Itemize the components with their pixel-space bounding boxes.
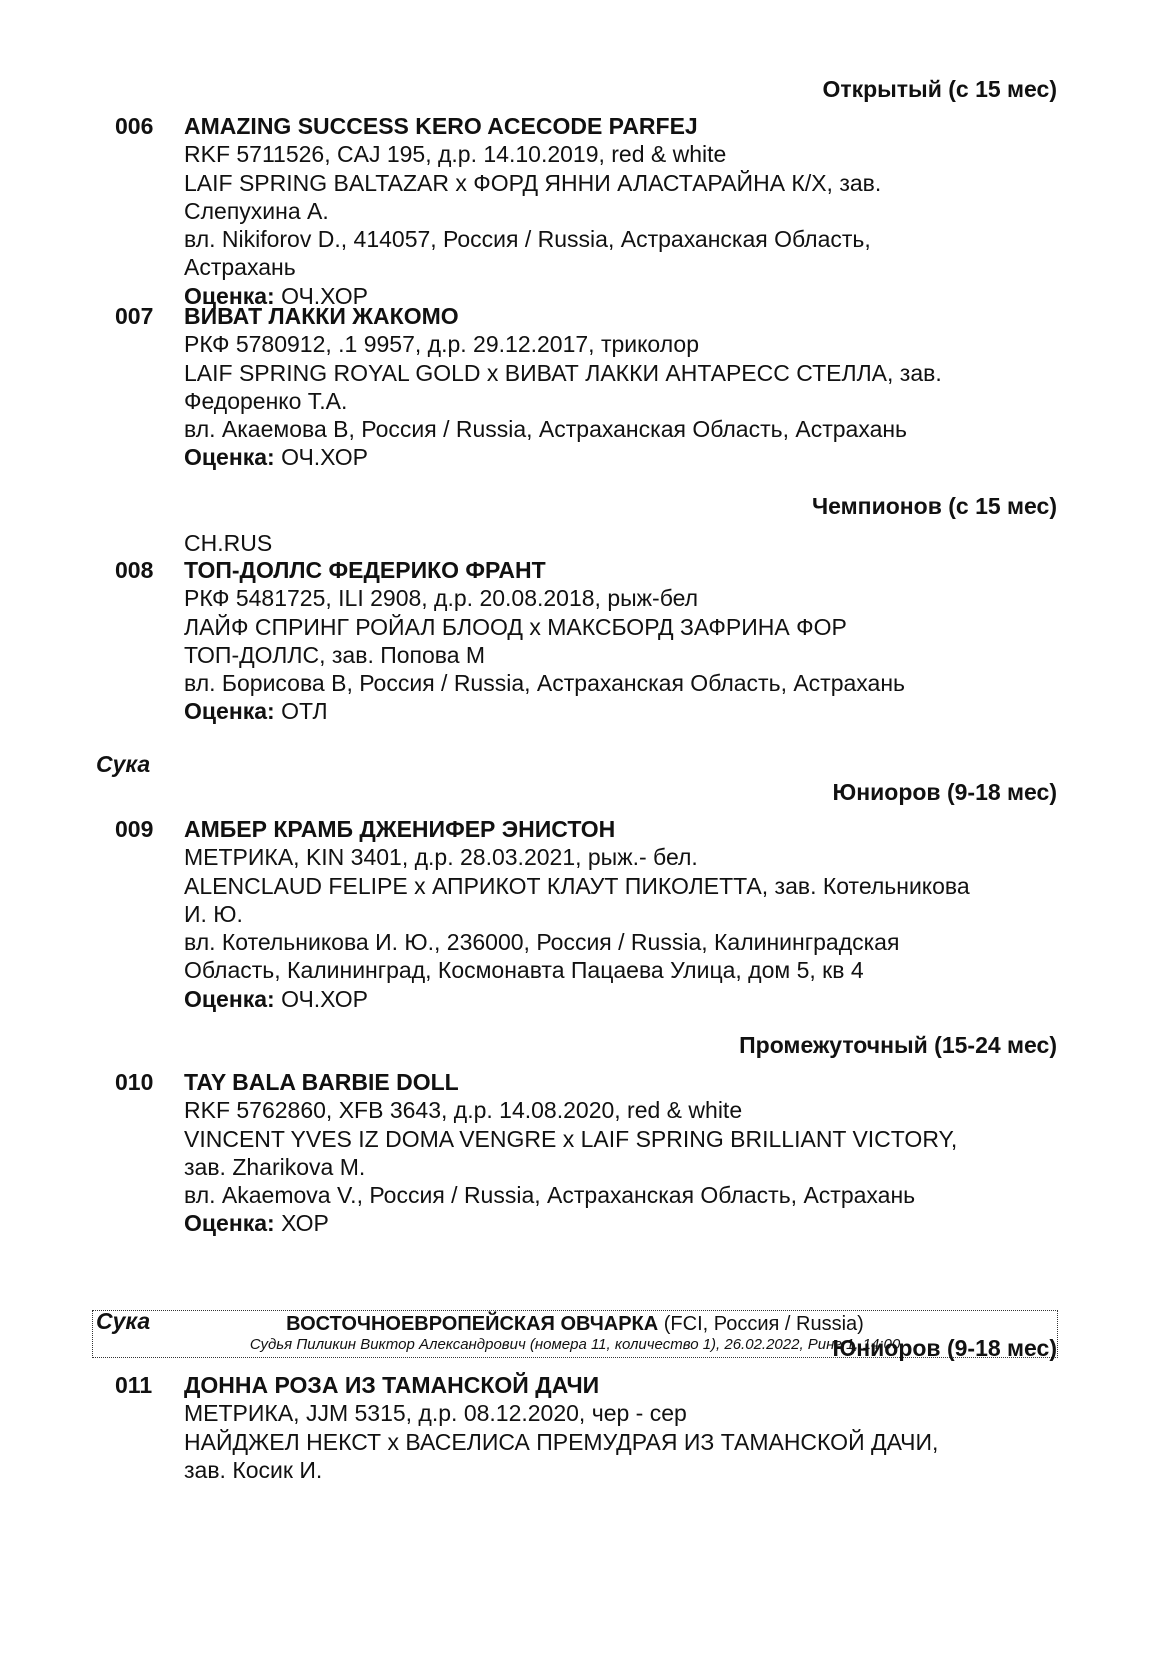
- owner-line: вл. Акаемова В, Россия / Russia, Астраханская Область, Астрахань: [184, 416, 908, 443]
- class-heading-juniors: Юниоров (9-18 мес): [832, 779, 1057, 805]
- breeder-line: И. Ю.: [184, 900, 243, 927]
- registration-line: МЕТРИКА, KIN 3401, д.р. 28.03.2021, рыж.- бел.: [184, 844, 698, 871]
- entry-number: 009: [115, 816, 154, 842]
- grade-label: Оценка:: [184, 444, 275, 471]
- entry-details: [184, 1371, 1044, 1484]
- registration-line: РКФ 5481725, ILI 2908, д.р. 20.08.2018, рыж-бел: [184, 585, 699, 612]
- grade-line: [184, 985, 1044, 1013]
- entry-details: [184, 556, 1044, 726]
- grade-line: [184, 1209, 1044, 1237]
- pedigree-line: LAIF SPRING BALTAZAR x ФОРД ЯННИ АЛАСТАРАЙНА К/Х, зав.: [184, 169, 882, 196]
- class-heading-intermediate: Промежуточный (15-24 мес): [739, 1032, 1057, 1058]
- grade-value: ОТЛ: [281, 698, 328, 725]
- grade-value: ХОР: [281, 1210, 329, 1237]
- dog-name: TAY BALA BARBIE DOLL: [184, 1069, 459, 1095]
- dog-name: AMAZING SUCCESS KERO ACECODE PARFEJ: [184, 113, 698, 139]
- pedigree-line: LAIF SPRING ROYAL GOLD x ВИВАТ ЛАККИ АНТАРЕСС СТЕЛЛА, зав.: [184, 359, 942, 386]
- owner-line: вл. Котельникова И. Ю., 236000, Россия / Russia, Калининградская: [184, 929, 900, 956]
- class-heading-champions: Чемпионов (с 15 мес): [812, 493, 1057, 519]
- pedigree-line: ЛАЙФ СПРИНГ РОЙАЛ БЛООД x МАКСБОРД ЗАФРИНА ФОР: [184, 613, 847, 640]
- class-heading-open: Открытый (с 15 мес): [822, 76, 1057, 102]
- entry-number: 011: [115, 1372, 153, 1398]
- grade-value: ОЧ.ХОР: [281, 985, 368, 1012]
- registration-line: МЕТРИКА, JJM 5315, д.р. 08.12.2020, чер - сер: [184, 1400, 687, 1427]
- registration-line: RKF 5711526, CAJ 195, д.р. 14.10.2019, red & white: [184, 141, 727, 168]
- class-heading-juniors-2: Юниоров (9-18 мес): [832, 1335, 1057, 1361]
- breeder-line: Слепухина А.: [184, 197, 329, 224]
- judge-info: Судья Пиликин Виктор Александрович (номера 11, количество 1), 26.02.2022, Ринг 1, 14:00: [249, 1336, 901, 1353]
- sex-heading-female-2: Сука: [96, 1308, 151, 1334]
- title-prefix: CH.RUS: [184, 530, 273, 556]
- entry-details: [184, 112, 1044, 310]
- pedigree-line: НАЙДЖЕЛ НЕКСТ x ВАСЕЛИСА ПРЕМУДРАЯ ИЗ ТАМАНСКОЙ ДАЧИ,: [184, 1428, 939, 1455]
- breed-name: ВОСТОЧНОЕВРОПЕЙСКАЯ ОВЧАРКА: [286, 1313, 659, 1335]
- entry-details: [184, 815, 1044, 1013]
- pedigree-line: ALENCLAUD FELIPE x АПРИКОТ КЛАУТ ПИКОЛЕТТА, зав. Котельникова: [184, 872, 970, 899]
- pedigree-line: VINCENT YVES IZ DOMA VENGRE x LAIF SPRING BRILLIANT VICTORY,: [184, 1125, 958, 1152]
- breeder-line: Федоренко Т.А.: [184, 387, 348, 414]
- grade-label: Оценка:: [184, 698, 275, 725]
- owner-line: вл. Борисова В, Россия / Russia, Астраханская Область, Астрахань: [184, 670, 906, 697]
- grade-label: Оценка:: [184, 985, 275, 1012]
- entry-number: 006: [115, 113, 154, 139]
- grade-label: Оценка:: [184, 1210, 275, 1237]
- grade-value: ОЧ.ХОР: [281, 282, 368, 309]
- breeder-line: ТОП-ДОЛЛС, зав. Попова М: [184, 641, 486, 668]
- registration-line: RKF 5762860, XFB 3643, д.р. 14.08.2020, red & white: [184, 1097, 743, 1124]
- owner-line: вл. Akaemova V., Россия / Russia, Астраханская Область, Астрахань: [184, 1182, 916, 1209]
- breed-origin: (FCI, Россия / Russia): [663, 1313, 864, 1335]
- entry-details: [184, 302, 1044, 472]
- owner-line-cont: Область, Калининград, Космонавта Пацаева Улица, дом 5, кв 4: [184, 957, 864, 984]
- entry-number: 010: [115, 1069, 154, 1095]
- breeder-line: зав. Zharikova M.: [184, 1153, 366, 1180]
- registration-line: РКФ 5780912, .1 9957, д.р. 29.12.2017, триколор: [184, 331, 699, 358]
- grade-line: [184, 443, 1044, 471]
- dog-name: ТОП-ДОЛЛС ФЕДЕРИКО ФРАНТ: [184, 557, 546, 583]
- grade-line: [184, 697, 1044, 725]
- grade-label: Оценка:: [184, 282, 275, 309]
- dog-name: ДОННА РОЗА ИЗ ТАМАНСКОЙ ДАЧИ: [184, 1372, 600, 1398]
- owner-line-cont: Астрахань: [184, 254, 296, 281]
- entry-details: [184, 1068, 1044, 1238]
- breeder-line: зав. Косик И.: [184, 1456, 323, 1483]
- dog-name: АМБЕР КРАМБ ДЖЕНИФЕР ЭНИСТОН: [184, 816, 616, 842]
- breed-title-line: [93, 1312, 1057, 1336]
- dog-name: ВИВАТ ЛАККИ ЖАКОМО: [184, 303, 459, 329]
- grade-value: ОЧ.ХОР: [281, 444, 368, 471]
- owner-line: вл. Nikiforov D., 414057, Россия / Russia, Астраханская Область,: [184, 226, 871, 253]
- sex-heading-female: Сука: [96, 751, 151, 777]
- entry-number: 007: [115, 303, 154, 329]
- entry-number: 008: [115, 557, 154, 583]
